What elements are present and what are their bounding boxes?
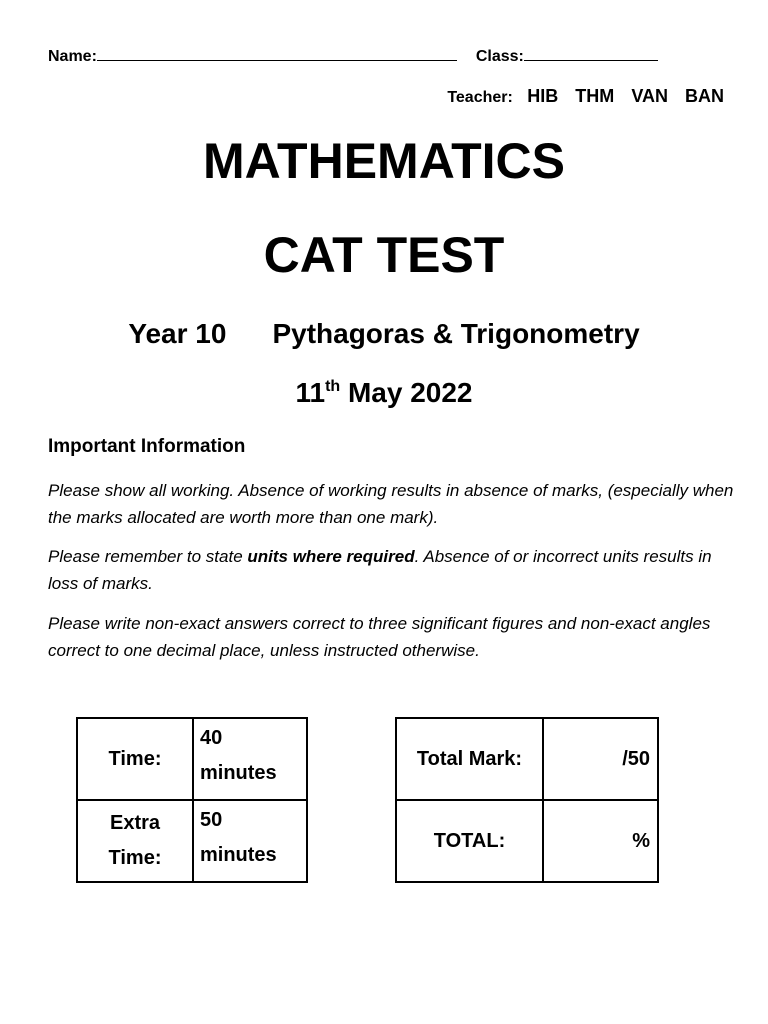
time-table <box>76 717 308 883</box>
marks-table <box>395 717 659 883</box>
units-text-before: Please remember to state <box>48 547 248 566</box>
info-paragraph-units <box>48 543 738 597</box>
class-field[interactable] <box>524 44 658 61</box>
extra-time-unit: minutes <box>200 844 277 866</box>
table-row <box>396 800 658 882</box>
teacher-line <box>447 86 724 107</box>
total-percent-value[interactable]: % <box>543 800 658 882</box>
info-paragraph-rounding: Please write non-exact answers correct to three significant figures and non-exact angles correct to one decimal place, unless instructed otherwise. <box>48 614 711 660</box>
test-date <box>0 377 768 409</box>
time-value-unit: minutes <box>200 762 277 784</box>
extra-time-label: Extra Time: <box>77 800 193 882</box>
teacher-code-van[interactable]: VAN <box>631 86 668 106</box>
info-paragraph-working: Please show all working. Absence of working results in absence of marks, (especially when the marks allocated are worth more than one mark). <box>48 481 734 527</box>
extra-time-number: 50 <box>200 809 223 831</box>
teacher-code-hib[interactable]: HIB <box>527 86 559 106</box>
total-mark-label: Total Mark: <box>396 718 543 800</box>
time-value-number: 40 <box>200 727 223 749</box>
date-suffix: th <box>325 378 341 395</box>
teacher-label: Teacher: <box>447 89 513 106</box>
teacher-code-thm[interactable]: THM <box>575 86 615 106</box>
units-text-after: . Absence of or incorrect units results in loss of marks. <box>48 547 712 593</box>
table-row <box>77 718 307 800</box>
teacher-codes <box>527 86 724 106</box>
topic: Pythagoras & Trigonometry <box>272 318 640 349</box>
name-label: Name: <box>48 48 97 65</box>
year-level: Year 10 <box>128 318 227 349</box>
teacher-code-ban[interactable]: BAN <box>685 86 724 106</box>
date-rest: May 2022 <box>347 377 473 408</box>
info-heading: Important Information <box>48 436 246 457</box>
units-emphasis: units where required <box>247 547 415 566</box>
time-value <box>193 718 307 800</box>
table-row <box>77 800 307 882</box>
page-title-line2: CAT TEST <box>263 227 505 283</box>
time-label: Time: <box>77 718 193 800</box>
class-label: Class: <box>475 48 524 65</box>
name-class-line <box>48 44 658 66</box>
page-title: MATHEMATICS <box>203 133 565 189</box>
total-mark-value[interactable]: /50 <box>543 718 658 800</box>
total-percent-label: TOTAL: <box>396 800 543 882</box>
extra-time-value <box>193 800 307 882</box>
table-row <box>396 718 658 800</box>
name-field[interactable] <box>97 44 457 61</box>
subtitle <box>0 318 768 350</box>
date-day: 11 <box>295 377 326 408</box>
